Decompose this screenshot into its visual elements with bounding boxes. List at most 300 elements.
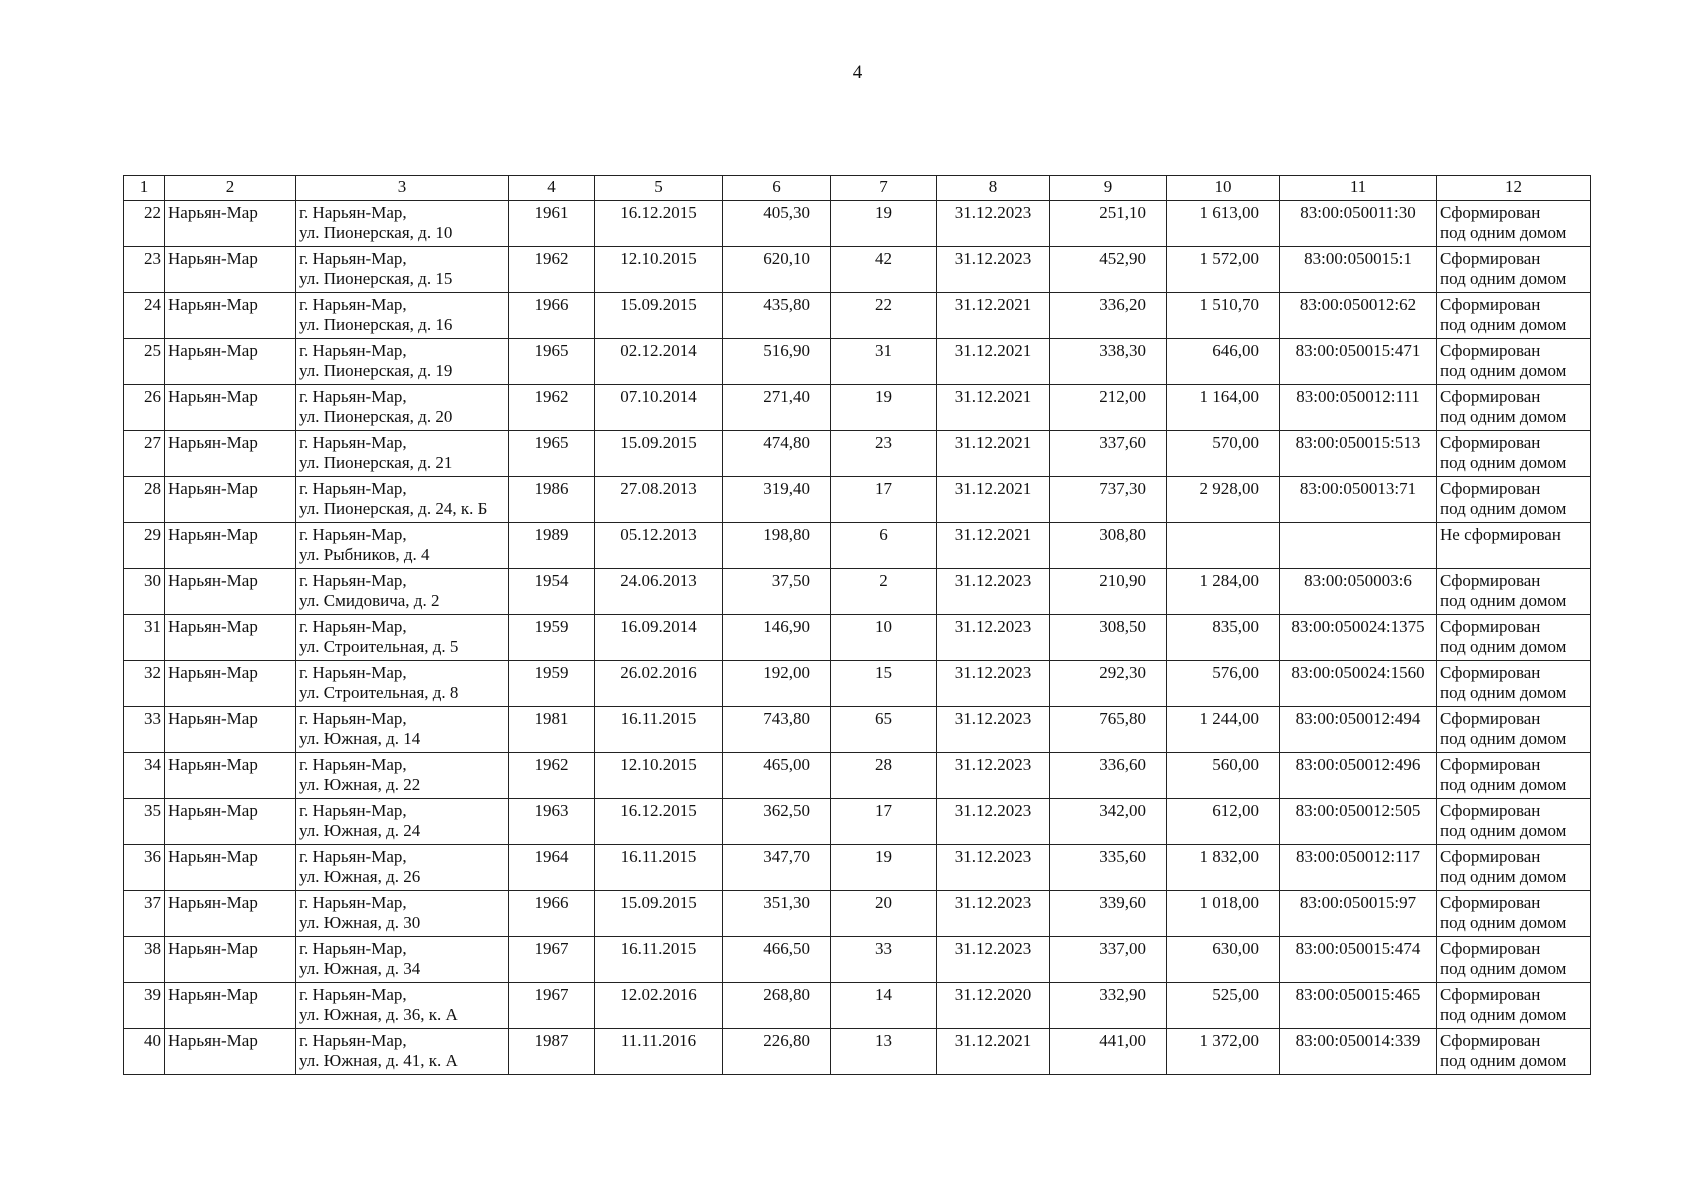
land-status-line-1: Сформирован: [1440, 617, 1541, 636]
land-status-cell: [1437, 385, 1591, 431]
address-cell: [296, 845, 509, 891]
year-built-cell: 1967: [509, 937, 595, 983]
year-built-cell: 1989: [509, 523, 595, 569]
land-status-line-2: под одним домом: [1440, 1051, 1567, 1070]
column-header: 10: [1167, 176, 1280, 201]
cadastral-number-cell: 83:00:050015:1: [1280, 247, 1437, 293]
column-header: 3: [296, 176, 509, 201]
land-area-cell: 1 164,00: [1167, 385, 1280, 431]
row-number-cell: 28: [124, 477, 165, 523]
land-area-cell: 576,00: [1167, 661, 1280, 707]
address-line-2: ул. Пионерская, д. 19: [299, 361, 453, 380]
emergency-date-cell: 05.12.2013: [595, 523, 723, 569]
row-number-cell: 36: [124, 845, 165, 891]
resettlement-deadline-cell: 31.12.2023: [937, 845, 1050, 891]
row-number-cell: 22: [124, 201, 165, 247]
table-row: [124, 753, 1591, 799]
cadastral-number-cell: 83:00:050014:339: [1280, 1029, 1437, 1075]
address-cell: [296, 431, 509, 477]
residents-cell: 10: [831, 615, 937, 661]
address-line-1: г. Нарьян-Мар,: [299, 1031, 407, 1050]
cadastral-number-cell: 83:00:050012:111: [1280, 385, 1437, 431]
land-area-cell: 1 832,00: [1167, 845, 1280, 891]
emergency-date-cell: 12.02.2016: [595, 983, 723, 1029]
emergency-date-cell: 16.12.2015: [595, 799, 723, 845]
address-cell: [296, 569, 509, 615]
land-status-line-1: Сформирован: [1440, 985, 1541, 1004]
address-cell: [296, 707, 509, 753]
address-cell: [296, 615, 509, 661]
living-area-cell: 337,00: [1050, 937, 1167, 983]
land-status-line-1: Сформирован: [1440, 1031, 1541, 1050]
year-built-cell: 1966: [509, 891, 595, 937]
table-row: [124, 293, 1591, 339]
column-header: 1: [124, 176, 165, 201]
land-status-line-1: Сформирован: [1440, 893, 1541, 912]
living-area-cell: 337,60: [1050, 431, 1167, 477]
residents-cell: 2: [831, 569, 937, 615]
residents-cell: 23: [831, 431, 937, 477]
municipality-cell: Нарьян-Мар: [165, 661, 296, 707]
area-cell: 516,90: [723, 339, 831, 385]
residents-cell: 65: [831, 707, 937, 753]
area-cell: 620,10: [723, 247, 831, 293]
column-header: 6: [723, 176, 831, 201]
land-area-cell: 1 510,70: [1167, 293, 1280, 339]
emergency-date-cell: 12.10.2015: [595, 247, 723, 293]
emergency-date-cell: 07.10.2014: [595, 385, 723, 431]
row-number-cell: 33: [124, 707, 165, 753]
area-cell: 146,90: [723, 615, 831, 661]
land-status-line-2: под одним домом: [1440, 499, 1567, 518]
cadastral-number-cell: 83:00:050024:1375: [1280, 615, 1437, 661]
residents-cell: 42: [831, 247, 937, 293]
area-cell: 268,80: [723, 983, 831, 1029]
land-area-cell: 646,00: [1167, 339, 1280, 385]
municipality-cell: Нарьян-Мар: [165, 845, 296, 891]
municipality-cell: Нарьян-Мар: [165, 615, 296, 661]
address-cell: [296, 477, 509, 523]
living-area-cell: 441,00: [1050, 1029, 1167, 1075]
resettlement-deadline-cell: 31.12.2023: [937, 753, 1050, 799]
emergency-date-cell: 15.09.2015: [595, 891, 723, 937]
land-status-line-1: Сформирован: [1440, 203, 1541, 222]
living-area-cell: 335,60: [1050, 845, 1167, 891]
resettlement-deadline-cell: 31.12.2023: [937, 661, 1050, 707]
land-status-line-2: под одним домом: [1440, 361, 1567, 380]
living-area-cell: 452,90: [1050, 247, 1167, 293]
residents-cell: 19: [831, 845, 937, 891]
cadastral-number-cell: 83:00:050003:6: [1280, 569, 1437, 615]
land-status-line-2: под одним домом: [1440, 821, 1567, 840]
emergency-date-cell: 16.11.2015: [595, 937, 723, 983]
table-row: [124, 937, 1591, 983]
residents-cell: 20: [831, 891, 937, 937]
year-built-cell: 1966: [509, 293, 595, 339]
table-row: [124, 385, 1591, 431]
cadastral-number-cell: 83:00:050012:494: [1280, 707, 1437, 753]
land-area-cell: 560,00: [1167, 753, 1280, 799]
land-status-line-1: Сформирован: [1440, 295, 1541, 314]
land-status-line-2: под одним домом: [1440, 683, 1567, 702]
residents-cell: 14: [831, 983, 937, 1029]
area-cell: 347,70: [723, 845, 831, 891]
residents-cell: 28: [831, 753, 937, 799]
municipality-cell: Нарьян-Мар: [165, 201, 296, 247]
row-number-cell: 32: [124, 661, 165, 707]
land-area-cell: [1167, 523, 1280, 569]
housing-registry-table: [123, 175, 1591, 1075]
area-cell: 466,50: [723, 937, 831, 983]
land-area-cell: 2 928,00: [1167, 477, 1280, 523]
land-status-line-1: Сформирован: [1440, 479, 1541, 498]
municipality-cell: Нарьян-Мар: [165, 753, 296, 799]
resettlement-deadline-cell: 31.12.2023: [937, 707, 1050, 753]
row-number-cell: 25: [124, 339, 165, 385]
living-area-cell: 765,80: [1050, 707, 1167, 753]
table-row: [124, 1029, 1591, 1075]
area-cell: 271,40: [723, 385, 831, 431]
land-status-cell: [1437, 339, 1591, 385]
address-line-1: г. Нарьян-Мар,: [299, 525, 407, 544]
address-line-1: г. Нарьян-Мар,: [299, 893, 407, 912]
table-row: [124, 247, 1591, 293]
land-status-line-1: Сформирован: [1440, 387, 1541, 406]
cadastral-number-cell: 83:00:050012:117: [1280, 845, 1437, 891]
area-cell: 319,40: [723, 477, 831, 523]
resettlement-deadline-cell: 31.12.2021: [937, 385, 1050, 431]
land-status-cell: [1437, 707, 1591, 753]
address-cell: [296, 661, 509, 707]
address-cell: [296, 753, 509, 799]
resettlement-deadline-cell: 31.12.2023: [937, 615, 1050, 661]
cadastral-number-cell: 83:00:050015:513: [1280, 431, 1437, 477]
address-line-2: ул. Пионерская, д. 21: [299, 453, 453, 472]
column-header: 2: [165, 176, 296, 201]
column-header: 12: [1437, 176, 1591, 201]
land-status-line-2: под одним домом: [1440, 775, 1567, 794]
cadastral-number-cell: 83:00:050015:97: [1280, 891, 1437, 937]
address-cell: [296, 891, 509, 937]
living-area-cell: 308,50: [1050, 615, 1167, 661]
municipality-cell: Нарьян-Мар: [165, 477, 296, 523]
address-cell: [296, 339, 509, 385]
row-number-cell: 24: [124, 293, 165, 339]
address-line-2: ул. Южная, д. 22: [299, 775, 421, 794]
area-cell: 37,50: [723, 569, 831, 615]
land-status-cell: [1437, 201, 1591, 247]
year-built-cell: 1963: [509, 799, 595, 845]
area-cell: 435,80: [723, 293, 831, 339]
column-header: 8: [937, 176, 1050, 201]
column-header: 11: [1280, 176, 1437, 201]
land-status-cell: [1437, 799, 1591, 845]
address-line-1: г. Нарьян-Мар,: [299, 341, 407, 360]
resettlement-deadline-cell: 31.12.2023: [937, 799, 1050, 845]
land-status-line-1: Сформирован: [1440, 341, 1541, 360]
living-area-cell: 332,90: [1050, 983, 1167, 1029]
municipality-cell: Нарьян-Мар: [165, 891, 296, 937]
area-cell: 465,00: [723, 753, 831, 799]
land-status-cell: [1437, 983, 1591, 1029]
land-status-line-2: под одним домом: [1440, 315, 1567, 334]
address-cell: [296, 937, 509, 983]
residents-cell: 15: [831, 661, 937, 707]
land-status-line-2: под одним домом: [1440, 637, 1567, 656]
land-status-line-1: Сформирован: [1440, 571, 1541, 590]
area-cell: 351,30: [723, 891, 831, 937]
address-line-1: г. Нарьян-Мар,: [299, 571, 407, 590]
year-built-cell: 1954: [509, 569, 595, 615]
land-area-cell: 630,00: [1167, 937, 1280, 983]
table-row: [124, 983, 1591, 1029]
address-line-2: ул. Пионерская, д. 15: [299, 269, 453, 288]
land-status-line-2: под одним домом: [1440, 1005, 1567, 1024]
address-line-2: ул. Южная, д. 34: [299, 959, 421, 978]
land-area-cell: 1 613,00: [1167, 201, 1280, 247]
row-number-cell: 34: [124, 753, 165, 799]
column-header: 5: [595, 176, 723, 201]
land-status-line-1: Сформирован: [1440, 433, 1541, 452]
land-status-line-1: Сформирован: [1440, 249, 1541, 268]
municipality-cell: Нарьян-Мар: [165, 523, 296, 569]
land-status-line-2: под одним домом: [1440, 729, 1567, 748]
address-cell: [296, 799, 509, 845]
cadastral-number-cell: 83:00:050015:471: [1280, 339, 1437, 385]
living-area-cell: 292,30: [1050, 661, 1167, 707]
land-status-line-2: под одним домом: [1440, 867, 1567, 886]
land-area-cell: 835,00: [1167, 615, 1280, 661]
land-status-line-2: под одним домом: [1440, 453, 1567, 472]
emergency-date-cell: 16.09.2014: [595, 615, 723, 661]
table-row: [124, 799, 1591, 845]
land-status-cell: [1437, 891, 1591, 937]
land-status-line-2: под одним домом: [1440, 407, 1567, 426]
area-cell: 226,80: [723, 1029, 831, 1075]
address-line-1: г. Нарьян-Мар,: [299, 939, 407, 958]
land-status-line-1: Сформирован: [1440, 847, 1541, 866]
table-row: [124, 707, 1591, 753]
table-row: [124, 661, 1591, 707]
year-built-cell: 1965: [509, 431, 595, 477]
emergency-date-cell: 27.08.2013: [595, 477, 723, 523]
year-built-cell: 1981: [509, 707, 595, 753]
row-number-cell: 39: [124, 983, 165, 1029]
municipality-cell: Нарьян-Мар: [165, 707, 296, 753]
residents-cell: 17: [831, 477, 937, 523]
land-status-line-1: Не сформирован: [1440, 525, 1561, 544]
address-line-2: ул. Южная, д. 14: [299, 729, 421, 748]
address-line-2: ул. Южная, д. 41, к. А: [299, 1051, 458, 1070]
resettlement-deadline-cell: 31.12.2021: [937, 1029, 1050, 1075]
area-cell: 405,30: [723, 201, 831, 247]
land-status-cell: [1437, 247, 1591, 293]
address-line-1: г. Нарьян-Мар,: [299, 479, 407, 498]
address-line-2: ул. Рыбников, д. 4: [299, 545, 430, 564]
address-line-2: ул. Смидовича, д. 2: [299, 591, 440, 610]
resettlement-deadline-cell: 31.12.2021: [937, 523, 1050, 569]
living-area-cell: 210,90: [1050, 569, 1167, 615]
cadastral-number-cell: 83:00:050015:465: [1280, 983, 1437, 1029]
cadastral-number-cell: 83:00:050015:474: [1280, 937, 1437, 983]
land-area-cell: 612,00: [1167, 799, 1280, 845]
year-built-cell: 1962: [509, 247, 595, 293]
emergency-date-cell: 16.11.2015: [595, 845, 723, 891]
land-status-line-1: Сформирован: [1440, 939, 1541, 958]
row-number-cell: 27: [124, 431, 165, 477]
page-number: 4: [852, 62, 863, 83]
address-line-1: г. Нарьян-Мар,: [299, 663, 407, 682]
cadastral-number-cell: 83:00:050012:496: [1280, 753, 1437, 799]
emergency-date-cell: 02.12.2014: [595, 339, 723, 385]
row-number-cell: 37: [124, 891, 165, 937]
land-status-line-2: под одним домом: [1440, 269, 1567, 288]
address-cell: [296, 1029, 509, 1075]
address-line-2: ул. Южная, д. 30: [299, 913, 421, 932]
address-cell: [296, 385, 509, 431]
table-row: [124, 201, 1591, 247]
area-cell: 743,80: [723, 707, 831, 753]
resettlement-deadline-cell: 31.12.2021: [937, 339, 1050, 385]
emergency-date-cell: 16.12.2015: [595, 201, 723, 247]
address-line-2: ул. Южная, д. 36, к. А: [299, 1005, 458, 1024]
land-status-cell: [1437, 845, 1591, 891]
land-status-cell: [1437, 569, 1591, 615]
resettlement-deadline-cell: 31.12.2023: [937, 937, 1050, 983]
land-area-cell: 570,00: [1167, 431, 1280, 477]
land-status-line-1: Сформирован: [1440, 801, 1541, 820]
living-area-cell: 308,80: [1050, 523, 1167, 569]
address-line-2: ул. Пионерская, д. 10: [299, 223, 453, 242]
resettlement-deadline-cell: 31.12.2021: [937, 293, 1050, 339]
land-area-cell: 525,00: [1167, 983, 1280, 1029]
emergency-date-cell: 16.11.2015: [595, 707, 723, 753]
cadastral-number-cell: 83:00:050024:1560: [1280, 661, 1437, 707]
living-area-cell: 336,60: [1050, 753, 1167, 799]
address-line-1: г. Нарьян-Мар,: [299, 617, 407, 636]
resettlement-deadline-cell: 31.12.2023: [937, 569, 1050, 615]
residents-cell: 31: [831, 339, 937, 385]
address-line-1: г. Нарьян-Мар,: [299, 203, 407, 222]
column-header: 9: [1050, 176, 1167, 201]
address-line-1: г. Нарьян-Мар,: [299, 433, 407, 452]
address-line-2: ул. Южная, д. 24: [299, 821, 421, 840]
municipality-cell: Нарьян-Мар: [165, 247, 296, 293]
land-area-cell: 1 244,00: [1167, 707, 1280, 753]
land-status-line-1: Сформирован: [1440, 709, 1541, 728]
land-status-line-2: под одним домом: [1440, 959, 1567, 978]
address-line-1: г. Нарьян-Мар,: [299, 295, 407, 314]
land-status-cell: [1437, 937, 1591, 983]
living-area-cell: 737,30: [1050, 477, 1167, 523]
resettlement-deadline-cell: 31.12.2021: [937, 431, 1050, 477]
cadastral-number-cell: [1280, 523, 1437, 569]
land-area-cell: 1 284,00: [1167, 569, 1280, 615]
year-built-cell: 1959: [509, 615, 595, 661]
area-cell: 362,50: [723, 799, 831, 845]
municipality-cell: Нарьян-Мар: [165, 569, 296, 615]
land-status-line-1: Сформирован: [1440, 663, 1541, 682]
land-status-cell: [1437, 753, 1591, 799]
year-built-cell: 1965: [509, 339, 595, 385]
address-line-2: ул. Пионерская, д. 16: [299, 315, 453, 334]
year-built-cell: 1986: [509, 477, 595, 523]
residents-cell: 33: [831, 937, 937, 983]
table-row: [124, 615, 1591, 661]
table-row: [124, 845, 1591, 891]
year-built-cell: 1987: [509, 1029, 595, 1075]
year-built-cell: 1967: [509, 983, 595, 1029]
row-number-cell: 31: [124, 615, 165, 661]
table-row: [124, 339, 1591, 385]
municipality-cell: Нарьян-Мар: [165, 293, 296, 339]
year-built-cell: 1964: [509, 845, 595, 891]
land-status-cell: [1437, 1029, 1591, 1075]
address-line-1: г. Нарьян-Мар,: [299, 709, 407, 728]
residents-cell: 6: [831, 523, 937, 569]
address-line-2: ул. Пионерская, д. 20: [299, 407, 453, 426]
year-built-cell: 1962: [509, 385, 595, 431]
year-built-cell: 1959: [509, 661, 595, 707]
municipality-cell: Нарьян-Мар: [165, 937, 296, 983]
land-status-cell: [1437, 661, 1591, 707]
row-number-cell: 26: [124, 385, 165, 431]
municipality-cell: Нарьян-Мар: [165, 431, 296, 477]
cadastral-number-cell: 83:00:050011:30: [1280, 201, 1437, 247]
row-number-cell: 38: [124, 937, 165, 983]
municipality-cell: Нарьян-Мар: [165, 1029, 296, 1075]
land-status-cell: [1437, 293, 1591, 339]
row-number-cell: 29: [124, 523, 165, 569]
address-line-1: г. Нарьян-Мар,: [299, 847, 407, 866]
address-line-1: г. Нарьян-Мар,: [299, 755, 407, 774]
municipality-cell: Нарьян-Мар: [165, 339, 296, 385]
living-area-cell: 251,10: [1050, 201, 1167, 247]
land-status-line-2: под одним домом: [1440, 223, 1567, 242]
land-status-line-2: под одним домом: [1440, 591, 1567, 610]
cadastral-number-cell: 83:00:050012:62: [1280, 293, 1437, 339]
emergency-date-cell: 26.02.2016: [595, 661, 723, 707]
address-line-2: ул. Южная, д. 26: [299, 867, 421, 886]
resettlement-deadline-cell: 31.12.2023: [937, 247, 1050, 293]
emergency-date-cell: 15.09.2015: [595, 293, 723, 339]
table-row: [124, 431, 1591, 477]
living-area-cell: 342,00: [1050, 799, 1167, 845]
resettlement-deadline-cell: 31.12.2023: [937, 891, 1050, 937]
land-status-cell: [1437, 477, 1591, 523]
address-line-2: ул. Строительная, д. 8: [299, 683, 459, 702]
municipality-cell: Нарьян-Мар: [165, 983, 296, 1029]
column-number-row: [124, 176, 1591, 201]
year-built-cell: 1961: [509, 201, 595, 247]
table-row: [124, 569, 1591, 615]
cadastral-number-cell: 83:00:050013:71: [1280, 477, 1437, 523]
address-line-2: ул. Пионерская, д. 24, к. Б: [299, 499, 488, 518]
land-status-cell: [1437, 431, 1591, 477]
emergency-date-cell: 11.11.2016: [595, 1029, 723, 1075]
address-cell: [296, 247, 509, 293]
column-header: 7: [831, 176, 937, 201]
address-line-1: г. Нарьян-Мар,: [299, 985, 407, 1004]
address-cell: [296, 293, 509, 339]
address-cell: [296, 201, 509, 247]
land-area-cell: 1 372,00: [1167, 1029, 1280, 1075]
area-cell: 198,80: [723, 523, 831, 569]
row-number-cell: 23: [124, 247, 165, 293]
living-area-cell: 339,60: [1050, 891, 1167, 937]
land-status-cell: [1437, 615, 1591, 661]
address-line-1: г. Нарьян-Мар,: [299, 387, 407, 406]
